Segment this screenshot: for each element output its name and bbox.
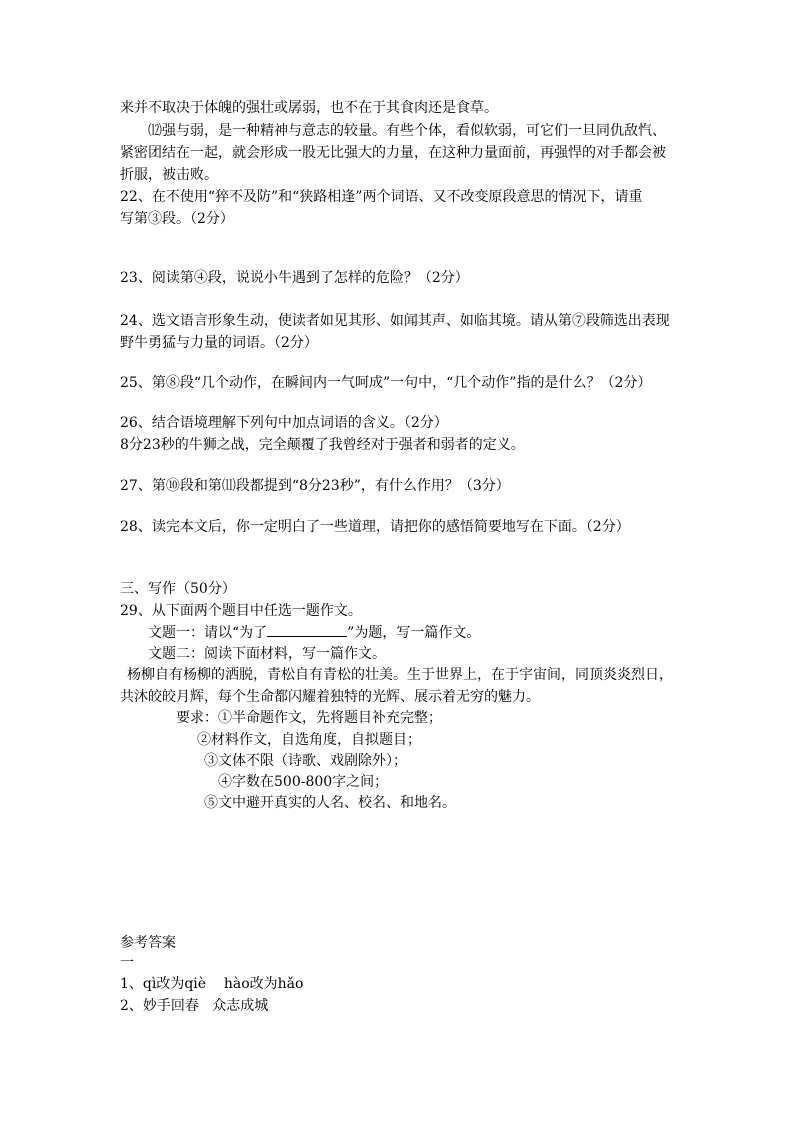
question-24-line-2: 野牛勇猛与力量的词语。（2分） (120, 335, 318, 351)
writing-material-line-2: 共沐皎皎月辉，每个生命都闪耀着独特的光辉、展示着无穷的魅力。 (120, 689, 540, 705)
passage-paragraph-12: ⑿强与弱，是一种精神与意志的较量。有些个体，看似软弱，可它们一旦同仇敌忾、 (148, 123, 666, 139)
question-27: 27、第⑩段和第⑾段都提到“8分23秒”，有什么作用？（3分） (120, 478, 510, 494)
answer-2: 2、妙手回春 众志成城 (120, 998, 269, 1014)
writing-requirement-5: ⑤文中避开真实的人名、校名、和地名。 (204, 795, 456, 811)
writing-requirement-4: ④字数在500-800字之间； (218, 774, 389, 790)
writing-material: 杨柳自有杨柳的洒脱，青松自有青松的壮美。生于世界上，在于宇宙间，同顶炎炎烈日， (127, 667, 673, 683)
writing-requirement-1: 要求：①半命题作文，先将题目补充完整； (176, 710, 442, 726)
answers-title: 参考答案 (120, 935, 176, 951)
question-25: 25、第⑧段“几个动作，在瞬间内一气呵成”一句中，“几个动作”指的是什么？（2分） (120, 375, 652, 391)
answer-1: 1、qì改为qiè hào改为hǎo (120, 976, 304, 992)
passage-paragraph-12-line-3: 折服，被击败。 (120, 167, 218, 183)
writing-requirement-2: ②材料作文，自选角度，自拟题目； (197, 732, 421, 748)
question-22-line-2: 写第③段。（2分） (120, 211, 234, 227)
answers-section-1: 一 (120, 955, 134, 971)
question-28: 28、读完本文后，你一定明白了一些道理，请把你的感悟简要地写在下面。（2分） (120, 519, 630, 535)
writing-topic-1-suffix: ”为题，写一篇作文。 (347, 625, 481, 641)
question-26: 26、结合语境理解下列句中加点词语的含义。（2分） (120, 415, 448, 431)
passage-line: 来并不取决于体魄的强壮或孱弱，也不在于其食肉还是食草。 (120, 100, 498, 116)
writing-topic-1 (148, 622, 480, 644)
fill-in-blank (267, 622, 347, 637)
passage-paragraph-12-line-2: 紧密团结在一起，就会形成一股无比强大的力量，在这种力量面前，再强悍的对手都会被 (120, 145, 666, 161)
question-24: 24、选文语言形象生动，使读者如见其形、如闻其声、如临其境。请从第⑦段筛选出表现 (120, 313, 670, 329)
question-23: 23、阅读第④段，说说小牛遇到了怎样的危险？（2分） (120, 270, 469, 286)
question-26-sentence: 8分23秒的牛狮之战，完全颠覆了我曾经对于强者和弱者的定义。 (120, 437, 525, 453)
question-29: 29、从下面两个题目中任选一题作文。 (120, 603, 362, 619)
question-22: 22、在不使用“猝不及防”和“狭路相逢”两个词语、又不改变原段意思的情况下，请重 (120, 189, 643, 205)
writing-topic-2: 文题二：阅读下面材料，写一篇作文。 (148, 646, 386, 662)
writing-topic-1-prefix: 文题一：请以“为了 (148, 625, 268, 641)
writing-section-title: 三、写作（50分） (120, 581, 236, 597)
writing-requirement-3: ③文体不限（诗歌、戏剧除外）； (204, 753, 407, 769)
